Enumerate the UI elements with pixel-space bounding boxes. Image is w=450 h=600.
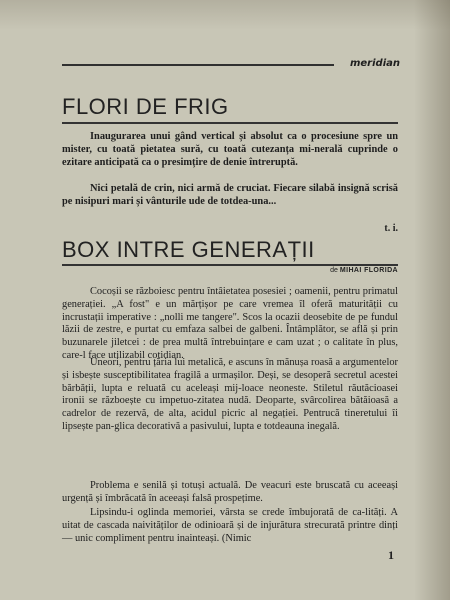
title-underline — [62, 122, 398, 124]
article-title-box-intre-generatii: BOX INTRE GENERAȚII — [62, 237, 315, 262]
byline-prefix: de — [330, 267, 338, 274]
article2-paragraph: Cocoșii se războiesc pentru întâietatea posesiei ; oamenii, pentru primatul generației. „A fost" e un mărțișor pe care vremea îl oferă maturității cu incrustații imperative : „nolli me tangere". Scos la ocazii deosebite de pe fundul lăzii de zestre, e purtat cu emfaza salbei de galbeni. Întâmplător, se află și prin buzunarele jiletcei : de prea multă întrebuințare e cam uzat ; o calitate în plus, care-l face utilizabil cotidian. — [62, 286, 398, 361]
publication-name: meridian — [349, 58, 400, 69]
article1-paragraph: Inaugurarea unui gând vertical și absolut ca o procesiune spre un mister, cu toată pietatea sură, cu toată cutezanța mi-nerală cuprinde o ezitare anticipată ca o presimțire de denie întreruptă. — [62, 131, 398, 168]
byline — [330, 267, 398, 274]
author-initials: t. i. — [384, 223, 398, 234]
page-number: 1 — [388, 548, 394, 562]
header-rule — [62, 64, 334, 66]
article1-paragraph: Nici petală de crin, nici armă de cruciat. Fiecare silabă insignă scrisă pe nisipuri mari și vânturile ude de totdea-una... — [62, 183, 398, 207]
article2-paragraph: Problema e senilă și totuși actuală. De veacuri este bruscată cu aceeași urgență și îmbrăcată în aceeași falsă prospețime. — [62, 480, 398, 504]
page-shadow-top — [0, 0, 450, 30]
article-title-flori-de-frig: FLORI DE FRIG — [62, 94, 229, 119]
page-shadow-right — [414, 0, 450, 600]
article2-paragraph: Lipsindu-i oglinda memoriei, vârsta se crede îmbujorată de ca-lități. A uitat de cascada naivităților de odinioară și de injurătura strecurată printre dinți — unic compliment pentru inainteași. (Nimic — [62, 507, 398, 544]
title-underline — [62, 264, 398, 266]
author-name: MIHAI FLORIDA — [339, 267, 398, 274]
article2-paragraph: Uneori, pentru țăria lui metalică, e ascuns în mănușa roasă a argumentelor și isbește susceptibilitatea fragilă a urmașilor. Deși, se desoperă secretul acestei bărbății, lupta e reluată cu aceleași mij-loace neoneste. Stiletul răutăcioasei ironii se războește cu impetuo-zitatea nudă. Deoparte, svârcolirea bătăioasă a cadrelor de rezervă, de alta, acidul picric al negației. Pentrucă tineretului îi lipsește pan-glica decorativă a pasivului, lupta e totdeauna inegală. — [62, 357, 398, 432]
